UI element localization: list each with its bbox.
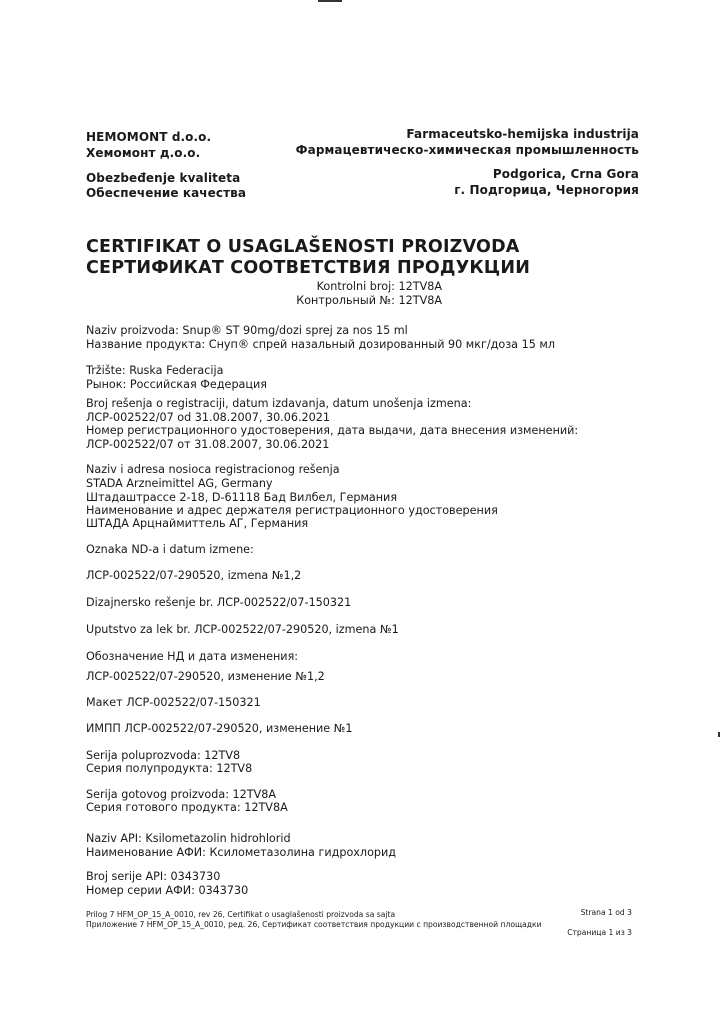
footer-reference-cyrillic: Приложение 7 HFM_OP_15_A_0010, ред. 26, Сертификат соответствия продукции с производственной площадки bbox=[86, 920, 542, 929]
leaflet-number-latin: Uputstvo za lek br. ЛСР-002522/07-290520, izmena №1 bbox=[86, 623, 399, 636]
industry-cyrillic: Фармацевтическо-химическая промышленность bbox=[295, 143, 639, 157]
holder-name-cyrillic: ШТАДА Арцнаймиттель АГ, Германия bbox=[86, 517, 309, 530]
finished-batch-cyrillic: Серия готового продукта: 12TV8A bbox=[86, 801, 288, 814]
registration-value-cyrillic: ЛСР-002522/07 от 31.08.2007, 30.06.2021 bbox=[86, 438, 330, 451]
industry-latin: Farmaceutsko-hemijska industrija bbox=[406, 127, 639, 141]
nd-label-latin: Oznaka ND-a i datum izmene: bbox=[86, 543, 254, 556]
holder-address: Штадаштрассе 2-18, D-61118 Бад Вилбел, Германия bbox=[86, 491, 398, 504]
page-number-cyrillic: Страница 1 из 3 bbox=[567, 928, 632, 937]
nd-value-latin: ЛСР-002522/07-290520, izmena №1,2 bbox=[86, 569, 302, 582]
control-number-cyrillic: Контрольный №: 12TV8A bbox=[296, 294, 442, 307]
market-latin: Tržište: Ruska Federacija bbox=[86, 364, 224, 377]
company-name-latin: HEMOMONT d.o.o. bbox=[86, 130, 212, 144]
holder-label-latin: Naziv i adresa nosioca registracionog rešenja bbox=[86, 463, 340, 476]
city-latin: Podgorica, Crna Gora bbox=[492, 167, 639, 181]
api-batch-cyrillic: Номер серии АФИ: 0343730 bbox=[86, 884, 249, 897]
title-cyrillic: СЕРТИФИКАТ СООТВЕТСТВИЯ ПРОДУКЦИИ bbox=[86, 258, 531, 278]
nd-label-cyrillic: Обозначение НД и дата изменения: bbox=[86, 650, 299, 663]
registration-label-cyrillic: Номер регистрационного удостоверения, дата выдачи, дата внесения изменений: bbox=[86, 424, 579, 437]
design-number-latin: Dizajnersko rešenje br. ЛСР-002522/07-150321 bbox=[86, 596, 352, 609]
department-latin: Obezbeđenje kvaliteta bbox=[86, 171, 241, 185]
api-batch-latin: Broj serije API: 0343730 bbox=[86, 870, 221, 883]
market-cyrillic: Рынок: Российская Федерация bbox=[86, 378, 268, 391]
product-name-latin: Naziv proizvoda: Snup® ST 90mg/dozi sprej za nos 15 ml bbox=[86, 324, 408, 337]
registration-label-latin: Broj rešenja o registraciji, datum izdavanja, datum unošenja izmena: bbox=[86, 397, 472, 410]
scan-mark-top bbox=[318, 0, 342, 2]
registration-value-latin: ЛСР-002522/07 od 31.08.2007, 30.06.2021 bbox=[86, 411, 331, 424]
leaflet-number-cyrillic: ИМПП ЛСР-002522/07-290520, изменение №1 bbox=[86, 722, 353, 735]
scan-mark-right bbox=[718, 732, 720, 737]
design-number-cyrillic: Макет ЛСР-002522/07-150321 bbox=[86, 696, 261, 709]
control-number-latin: Kontrolni broj: 12TV8A bbox=[316, 280, 442, 293]
holder-name-latin: STADA Arzneimittel AG, Germany bbox=[86, 477, 273, 490]
page-number-latin: Strana 1 od 3 bbox=[580, 908, 632, 917]
city-cyrillic: г. Подгорица, Черногория bbox=[454, 183, 639, 197]
company-name-cyrillic: Хемомонт д.о.о. bbox=[86, 146, 201, 160]
semi-product-batch-latin: Serija poluprozvoda: 12TV8 bbox=[86, 749, 241, 762]
api-name-cyrillic: Наименование АФИ: Ксилометазолина гидрохлорид bbox=[86, 846, 397, 859]
product-name-cyrillic: Название продукта: Снуп® спрей назальный дозированный 90 мкг/доза 15 мл bbox=[86, 338, 555, 351]
footer-reference-latin: Prilog 7 HFM_OP_15_A_0010, rev 26, Certifikat o usaglašenosti proizvoda sa sajta bbox=[86, 910, 396, 919]
api-name-latin: Naziv API: Ksilometazolin hidrohlorid bbox=[86, 832, 291, 845]
holder-label-cyrillic: Наименование и адрес держателя регистрационного удостоверения bbox=[86, 504, 498, 517]
nd-value-cyrillic: ЛСР-002522/07-290520, изменение №1,2 bbox=[86, 670, 325, 683]
semi-product-batch-cyrillic: Серия полупродукта: 12TV8 bbox=[86, 762, 253, 775]
department-cyrillic: Обеспечение качества bbox=[86, 186, 247, 200]
title-latin: CERTIFIKAT O USAGLAŠENOSTI PROIZVODA bbox=[86, 237, 520, 257]
finished-batch-latin: Serija gotovog proizvoda: 12TV8A bbox=[86, 788, 277, 801]
